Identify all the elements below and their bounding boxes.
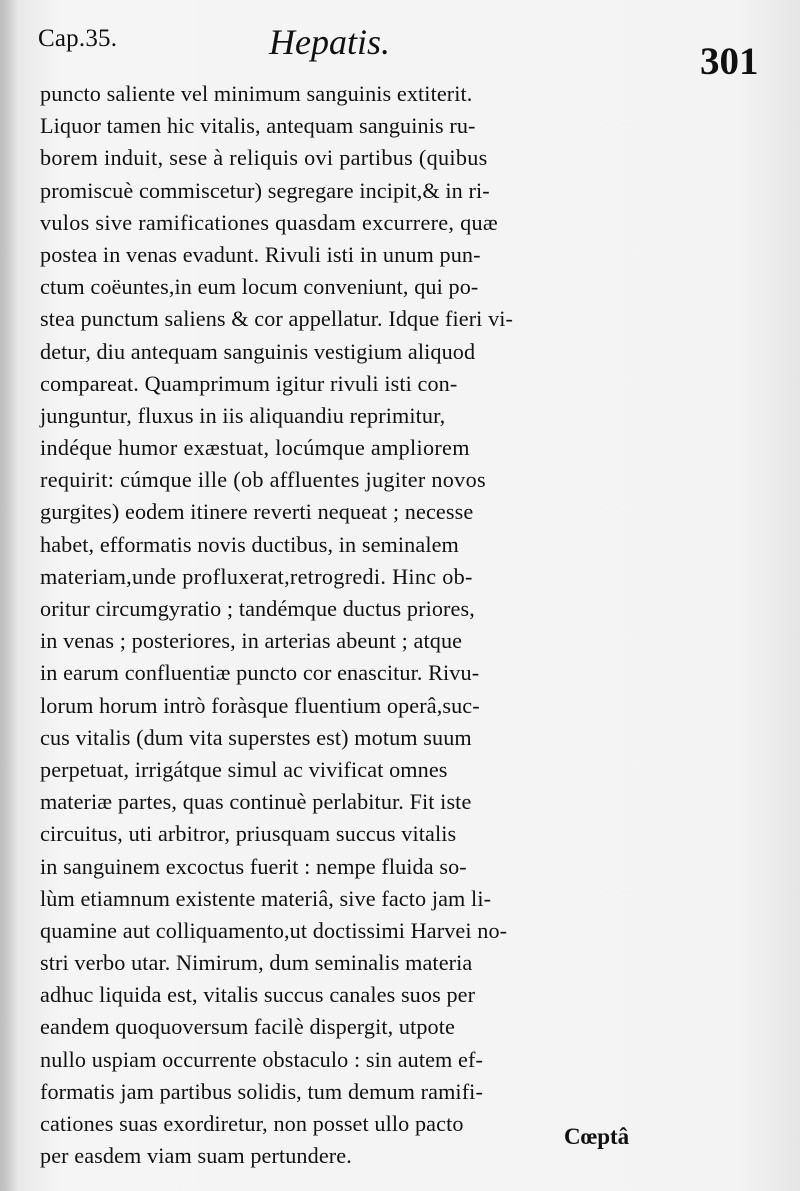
running-title: Hepatis. [269, 22, 390, 62]
text-line: stri verbo utar. Nimirum, dum seminalis materia [40, 950, 473, 976]
body-text [40, 78, 660, 1172]
text-line: postea in venas evadunt. Rivuli isti in unum pun- [40, 241, 481, 267]
text-line: in earum confluentiæ puncto cor enascitur. Rivu- [40, 660, 480, 686]
text-line: borem induit, sese à reliquis ovi partibus (quibus [40, 145, 488, 171]
text-line: promiscuè commiscetur) segregare incipit,& in ri- [40, 177, 490, 203]
text-line: requirit: cúmque ille (ob affluentes jugiter novos [40, 467, 486, 493]
catchword: Cœptâ [564, 1124, 630, 1149]
text-line: ctum coëuntes,in eum locum conveniunt, qui po- [40, 274, 479, 300]
text-line: per easdem viam suam pertundere. [40, 1143, 352, 1169]
text-line: nullo uspiam occurrente obstaculo : sin autem ef- [40, 1046, 483, 1072]
text-line: Liquor tamen hic vitalis, antequam sanguinis ru- [40, 113, 476, 139]
chapter-header: Cap.35. [38, 25, 118, 52]
text-line: adhuc liquida est, vitalis succus canales suos per [40, 982, 476, 1008]
text-line: detur, diu antequam sanguinis vestigium aliquod [40, 338, 476, 364]
text-line: quamine aut colliquamento,ut doctissimi Harvei no- [40, 917, 508, 943]
text-line: formatis jam partibus solidis, tum demum ramifi- [40, 1078, 483, 1104]
text-line: gurgites) eodem itinere reverti nequeat ; necesse [40, 499, 474, 525]
text-line: puncto saliente vel minimum sanguinis extiterit. [40, 81, 473, 106]
text-line: cationes suas exordiretur, non posset ullo pacto [40, 1111, 464, 1136]
text-line: lorum horum intrò foràsque fluentium operâ,suc- [40, 692, 480, 718]
page-gutter-shadow [0, 0, 18, 1191]
text-line: perpetuat, irrigátque simul ac vivificat omnes [40, 756, 448, 782]
text-line: indéque humor exæstuat, locúmque ampliorem [40, 435, 470, 461]
text-line: stea punctum saliens & cor appellatur. Idque fieri vi- [40, 306, 514, 332]
text-line: oritur circumgyratio ; tandémque ductus priores, [40, 596, 475, 621]
text-line: lùm etiamnum existente materiâ, sive facto jam li- [40, 885, 492, 911]
text-line: habet, efformatis novis ductibus, in seminalem [40, 531, 459, 557]
text-line: in venas ; posteriores, in arterias abeunt ; atque [40, 628, 463, 654]
text-line: cus vitalis (dum vita superstes est) motum suum [40, 724, 472, 750]
text-line: compareat. Quamprimum igitur rivuli isti con- [40, 370, 458, 396]
text-line: circuitus, uti arbitror, priusquam succus vitalis [40, 821, 457, 847]
text-line: junguntur, fluxus in iis aliquandiu reprimitur, [40, 402, 446, 428]
text-line: vulos sive ramificationes quasdam excurrere, quæ [40, 209, 499, 235]
text-line: in sanguinem excoctus fuerit : nempe fluida so- [40, 853, 467, 879]
page-number: 301 [700, 40, 759, 83]
text-line: materiæ partes, quas continuè perlabitur. Fit iste [40, 789, 472, 815]
text-line: materiam,unde profluxerat,retrogredi. Hinc ob- [40, 563, 473, 589]
text-line: eandem quoquoversum facilè dispergit, utpote [40, 1014, 455, 1040]
